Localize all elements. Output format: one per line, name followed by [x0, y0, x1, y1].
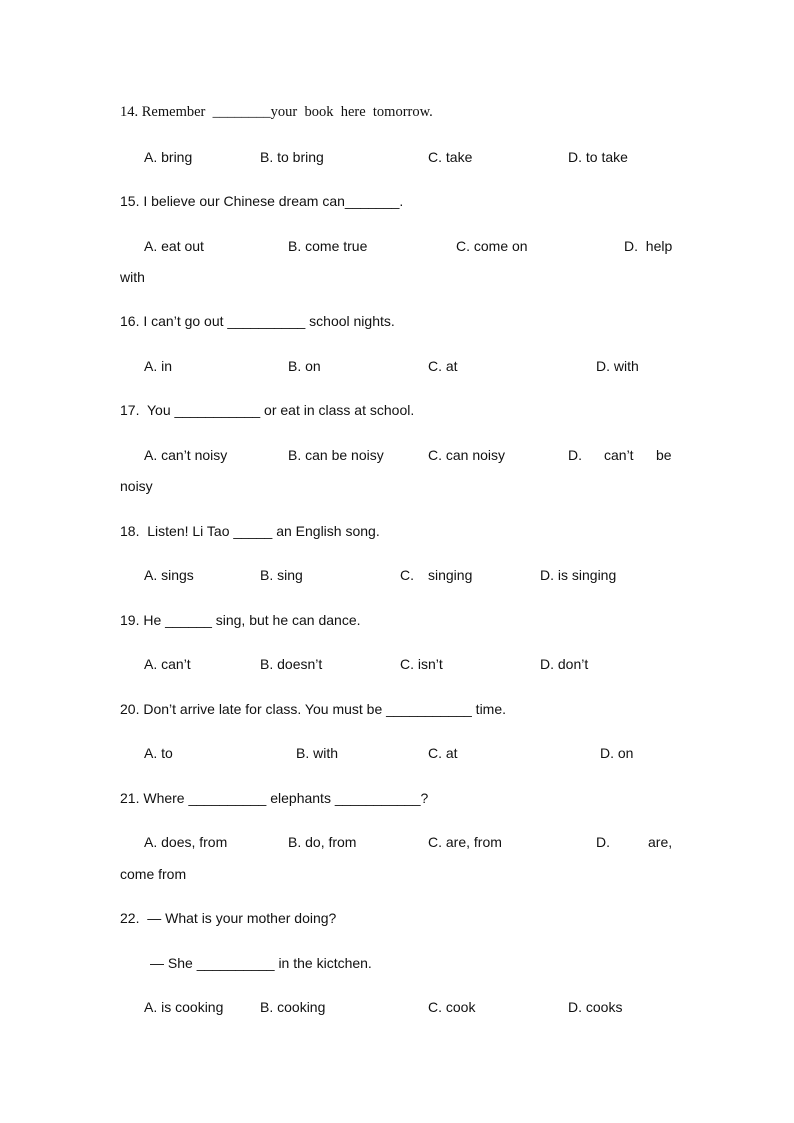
question-14-option-b: B. to bring	[260, 149, 324, 165]
question-17-option-d-word-1: can’t	[604, 447, 634, 463]
question-17-option-d-word-2: be	[656, 447, 672, 463]
question-15-option-d-wrap: with	[120, 269, 145, 285]
question-17-option-d-letter: D.	[568, 447, 582, 463]
question-14-stem: 14. Remember ________your book here tomorrow.	[120, 104, 433, 120]
question-18-option-d: D. is singing	[540, 567, 617, 583]
question-22-option-b: B. cooking	[260, 999, 326, 1015]
question-21-option-b: B. do, from	[288, 834, 357, 850]
question-19-option-d: D. don’t	[540, 656, 589, 672]
question-21-option-c: C. are, from	[428, 834, 502, 850]
question-22-option-d: D. cooks	[568, 999, 623, 1015]
question-17-option-c: C. can noisy	[428, 447, 506, 463]
question-15-option-b: B. come true	[288, 238, 368, 254]
question-16-stem: 16. I can’t go out __________ school nights.	[120, 313, 395, 329]
question-19-option-b: B. doesn’t	[260, 656, 323, 672]
question-21-stem: 21. Where __________ elephants ___________?	[120, 790, 429, 806]
question-20-option-d: D. on	[600, 745, 634, 761]
question-19-option-a: A. can’t	[144, 656, 191, 672]
question-20-stem: 20. Don’t arrive late for class. You must be ___________ time.	[120, 701, 507, 717]
question-21-option-d-wrap: come from	[120, 866, 187, 882]
question-17-option-d-wrap: noisy	[120, 478, 153, 494]
question-17-stem: 17. You ___________ or eat in class at school.	[120, 402, 415, 418]
question-14-option-c: C. take	[428, 149, 473, 165]
question-15-option-a: A. eat out	[144, 238, 204, 254]
question-22-stem: 22. ― What is your mother doing?	[120, 910, 337, 926]
question-20-option-c: C. at	[428, 745, 458, 761]
question-18-option-a: A. sings	[144, 567, 194, 583]
question-18-option-c-letter: C.	[400, 567, 414, 583]
question-19-stem: 19. He ______ sing, but he can dance.	[120, 612, 361, 628]
question-21-option-d-letter: D.	[596, 834, 610, 850]
question-15-option-c: C. come on	[456, 238, 528, 254]
question-21-option-a: A. does, from	[144, 834, 228, 850]
question-22-dialogue-line: ― She __________ in the kictchen.	[150, 955, 372, 971]
question-17-option-a: A. can’t noisy	[144, 447, 228, 463]
question-16-option-b: B. on	[288, 358, 321, 374]
question-18-option-b: B. sing	[260, 567, 303, 583]
question-18-stem: 18. Listen! Li Tao _____ an English song.	[120, 523, 380, 539]
question-22-option-c: C. cook	[428, 999, 476, 1015]
question-16-option-a: A. in	[144, 358, 173, 374]
question-19-option-c: C. isn’t	[400, 656, 443, 672]
question-17-option-b: B. can be noisy	[288, 447, 384, 463]
question-21-option-d-word: are,	[648, 834, 673, 850]
question-20-option-a: A. to	[144, 745, 173, 761]
question-14-option-a: A. bring	[144, 149, 193, 165]
question-16-option-d: D. with	[596, 358, 639, 374]
question-15-stem: 15. I believe our Chinese dream can_______.	[120, 193, 404, 209]
question-14-option-d: D. to take	[568, 149, 628, 165]
question-22-option-a: A. is cooking	[144, 999, 224, 1015]
question-18-option-c-word: singing	[428, 567, 473, 583]
question-16-option-c: C. at	[428, 358, 458, 374]
question-15-option-d: D. help	[624, 238, 673, 254]
question-20-option-b: B. with	[296, 745, 339, 761]
